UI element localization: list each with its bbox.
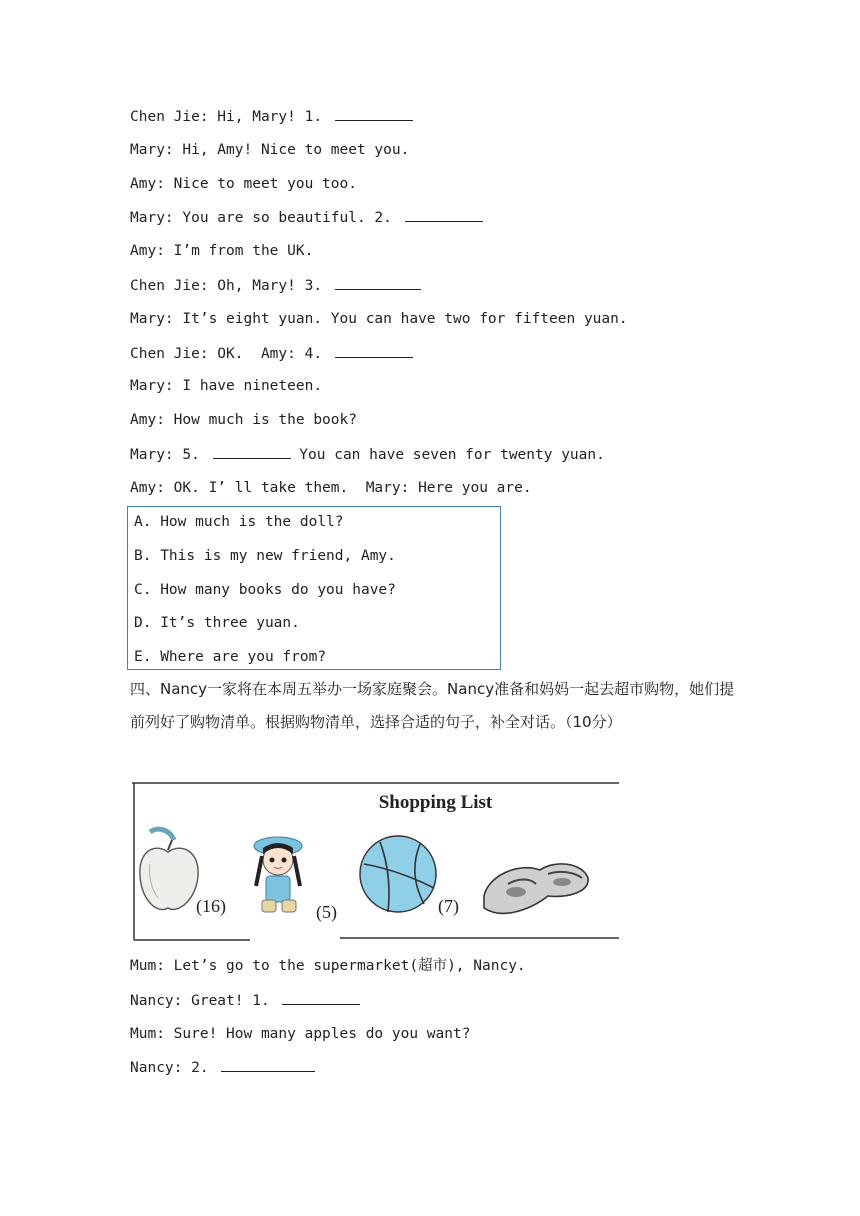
option-a: A. How much is the doll? [134, 514, 344, 530]
dialogue-line [130, 106, 413, 127]
dialogue-line [130, 207, 483, 228]
doll-icon [248, 834, 312, 926]
answer-blank[interactable] [282, 990, 360, 1005]
answer-blank[interactable] [213, 444, 291, 459]
qty-balls: (7) [438, 896, 459, 916]
option-b: B. This is my new friend, Amy. [134, 548, 396, 564]
dialogue-text: Chen Jie: Hi, Mary! 1. [130, 109, 331, 125]
dialogue-text-after: You can have seven for twenty yuan. [290, 447, 605, 463]
answer-blank[interactable] [335, 343, 413, 358]
options-box [127, 506, 501, 670]
dialogue-text: Amy: OK. I’ ll take them. Mary: Here you are. [130, 479, 532, 496]
dialogue-text: Amy: How much is the book? [130, 412, 357, 429]
dialogue-line [130, 241, 313, 261]
dialogue-text: Mary: I have nineteen. [130, 378, 323, 395]
dialogue-line [130, 1024, 470, 1044]
shopping-list-title: Shopping List [378, 792, 493, 813]
dialogue-text: Mary: You are so beautiful. 2. [130, 210, 401, 227]
answer-blank[interactable] [405, 207, 483, 222]
answer-blank[interactable] [335, 275, 421, 290]
dialogue-line [130, 956, 526, 976]
dialogue-line [130, 376, 322, 396]
dialogue-text: Amy: Nice to meet you too. [130, 175, 357, 192]
dialogue-text: Mary: 5. [130, 447, 209, 463]
answer-blank[interactable] [221, 1057, 315, 1072]
dialogue-text: Chen Jie: Oh, Mary! 3. [130, 278, 331, 294]
dialogue-text: Chen Jie: OK. Amy: 4. [130, 345, 331, 362]
dialogue-line [130, 343, 413, 364]
dialogue-line [130, 444, 605, 465]
dialogue-text: Amy: I’m from the UK. [130, 243, 314, 260]
shopping-list [132, 782, 619, 942]
meat-icon [478, 848, 592, 920]
dialogue-line [130, 174, 357, 194]
option-c: C. How many books do you have? [134, 582, 396, 598]
dialogue-line [130, 309, 628, 329]
dialogue-line [130, 990, 360, 1011]
dialogue-line [130, 478, 532, 498]
dialogue-text: Mary: Hi, Amy! Nice to meet you. [130, 141, 410, 158]
answer-blank[interactable] [335, 106, 413, 121]
dialogue-line [130, 275, 421, 296]
qty-dolls: (5) [316, 902, 337, 922]
dialogue-text: Mum: Sure! How many apples do you want? [130, 1025, 471, 1042]
dialogue-text: Nancy: 2. [130, 1060, 218, 1077]
dialogue-text: Mary: It’s eight yuan. You can have two for fifteen yuan. [130, 310, 628, 327]
dialogue-line [130, 410, 357, 430]
option-e: E. Where are you from? [134, 649, 327, 665]
option-d: D. It’s three yuan. [134, 615, 300, 631]
ball-icon [358, 834, 440, 916]
dialogue-text: Mum: Let’s go to the supermarket(超市), Nancy. [130, 958, 526, 974]
dialogue-text: Nancy: Great! 1. [130, 992, 279, 1009]
apple-icon [136, 824, 200, 916]
dialogue-line [130, 1057, 315, 1078]
section4-instruction: 四、Nancy一家将在本周五举办一场家庭聚会。Nancy准备和妈妈一起去超市购物，她们提前列好了购物清单。根据购物清单，选择合适的句子，补全对话。（10分） [130, 680, 735, 731]
qty-apples: (16) [196, 896, 226, 916]
dialogue-line [130, 140, 409, 160]
